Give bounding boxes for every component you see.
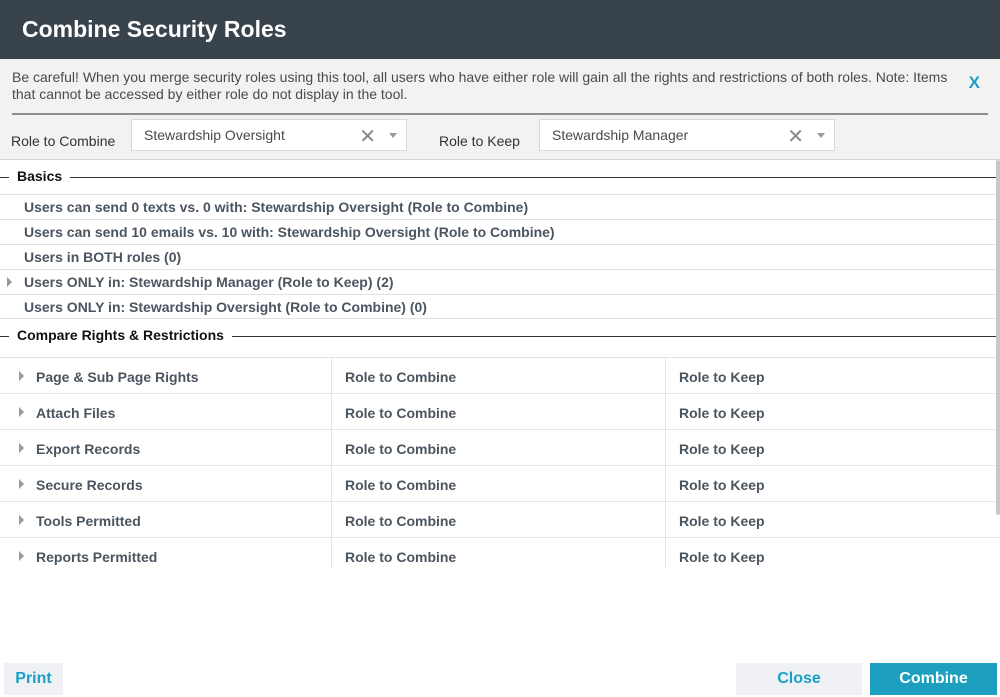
basics-section-header: [0, 160, 1000, 194]
divider: [0, 177, 9, 178]
content-scrollbar[interactable]: [996, 160, 1000, 515]
dismiss-warning-button[interactable]: X: [968, 73, 980, 92]
basics-row-text: Users ONLY in: Stewardship Oversight (Role to Combine) (0): [24, 299, 427, 315]
basics-row-text: Users can send 0 texts vs. 0 with: Stewardship Oversight (Role to Combine): [24, 199, 529, 215]
role-to-keep-select[interactable]: [539, 119, 835, 151]
warning-divider: [12, 113, 988, 115]
compare-heading: Compare Rights & Restrictions: [17, 327, 232, 343]
compare-table: [0, 357, 1000, 568]
role-to-combine-cell: [333, 538, 666, 568]
role-to-keep-cell: [667, 394, 1000, 429]
compare-row[interactable]: [0, 358, 1000, 394]
combine-button[interactable]: Combine: [870, 663, 997, 695]
role-to-combine-select[interactable]: [131, 119, 407, 151]
basics-row-text: Users can send 10 emails vs. 10 with: Stewardship Oversight (Role to Combine): [24, 224, 555, 240]
compare-row[interactable]: [0, 538, 1000, 568]
compare-category-cell[interactable]: [0, 538, 332, 568]
compare-category-cell[interactable]: [0, 502, 332, 537]
chevron-down-icon[interactable]: [389, 133, 397, 138]
print-button[interactable]: Print: [4, 663, 63, 695]
role-to-keep-cell: [667, 466, 1000, 501]
role-to-keep-label: Role to Keep: [439, 133, 520, 149]
basics-row: [0, 219, 1000, 244]
role-to-combine-cell: [333, 358, 666, 393]
caret-right-icon[interactable]: [19, 371, 24, 381]
compare-row[interactable]: [0, 430, 1000, 466]
compare-category-label: Attach Files: [36, 405, 116, 421]
caret-right-icon[interactable]: [7, 277, 12, 287]
close-button[interactable]: Close: [736, 663, 862, 695]
basics-row: [0, 194, 1000, 219]
compare-section-header: [0, 319, 1000, 357]
role-to-keep-cell: [667, 430, 1000, 465]
basics-row-text: Users ONLY in: Stewardship Manager (Role to Keep) (2): [24, 274, 394, 290]
divider: [66, 177, 1000, 178]
caret-right-icon[interactable]: [19, 407, 24, 417]
comparison-content: [0, 160, 1000, 568]
compare-row[interactable]: [0, 466, 1000, 502]
role-to-combine-cell-label: Role to Combine: [345, 441, 457, 457]
chevron-down-icon[interactable]: [817, 133, 825, 138]
basics-row: [0, 294, 1000, 319]
basics-row: [0, 244, 1000, 269]
role-to-combine-cell-label: Role to Combine: [345, 369, 457, 385]
role-to-combine-cell: [333, 466, 666, 501]
dialog-title-text: Combine Security Roles: [22, 16, 287, 42]
dialog-title: [0, 0, 1000, 59]
role-to-combine-cell-label: Role to Combine: [345, 405, 457, 421]
divider: [0, 336, 9, 337]
basics-row-expandable[interactable]: [0, 269, 1000, 294]
role-to-keep-cell-label: Role to Keep: [679, 405, 765, 421]
caret-right-icon[interactable]: [19, 479, 24, 489]
role-to-combine-cell: [333, 394, 666, 429]
role-to-keep-cell-label: Role to Keep: [679, 513, 765, 529]
caret-right-icon[interactable]: [19, 443, 24, 453]
role-to-combine-label: Role to Combine: [11, 133, 116, 149]
clear-x-icon[interactable]: ✕: [787, 126, 804, 148]
basics-list: [0, 194, 1000, 319]
role-to-keep-cell: [667, 502, 1000, 537]
role-to-keep-cell-label: Role to Keep: [679, 549, 765, 565]
divider: [230, 336, 1000, 337]
role-to-combine-cell: [333, 502, 666, 537]
compare-category-label: Secure Records: [36, 477, 143, 493]
compare-category-cell[interactable]: [0, 394, 332, 429]
role-to-combine-cell-label: Role to Combine: [345, 513, 457, 529]
role-to-keep-cell-label: Role to Keep: [679, 477, 765, 493]
role-to-combine-cell-label: Role to Combine: [345, 549, 457, 565]
role-to-keep-value: Stewardship Manager: [552, 127, 689, 143]
compare-category-label: Page & Sub Page Rights: [36, 369, 199, 385]
basics-row-text: Users in BOTH roles (0): [24, 249, 182, 265]
compare-category-label: Tools Permitted: [36, 513, 141, 529]
caret-right-icon[interactable]: [19, 551, 24, 561]
warning-panel: [0, 59, 1000, 160]
role-selector-row: [0, 119, 1000, 159]
warning-text: Be careful! When you merge security roles using this tool, all users who have either role will gain all the rights and restrictions of both roles. Note: Items that cannot be accessed by either role do not display in the tool.: [12, 69, 948, 102]
compare-category-label: Export Records: [36, 441, 141, 457]
role-to-keep-cell: [667, 538, 1000, 568]
compare-category-cell[interactable]: [0, 430, 332, 465]
caret-right-icon[interactable]: [19, 515, 24, 525]
clear-x-icon[interactable]: ✕: [359, 126, 376, 148]
compare-category-cell[interactable]: [0, 358, 332, 393]
role-to-keep-cell: [667, 358, 1000, 393]
role-to-keep-cell-label: Role to Keep: [679, 441, 765, 457]
compare-category-cell[interactable]: [0, 466, 332, 501]
compare-category-label: Reports Permitted: [36, 549, 158, 565]
compare-row[interactable]: [0, 394, 1000, 430]
basics-heading: Basics: [17, 168, 70, 184]
role-to-combine-value: Stewardship Oversight: [144, 127, 285, 143]
role-to-combine-cell-label: Role to Combine: [345, 477, 457, 493]
role-to-keep-cell-label: Role to Keep: [679, 369, 765, 385]
role-to-combine-cell: [333, 430, 666, 465]
compare-row[interactable]: [0, 502, 1000, 538]
